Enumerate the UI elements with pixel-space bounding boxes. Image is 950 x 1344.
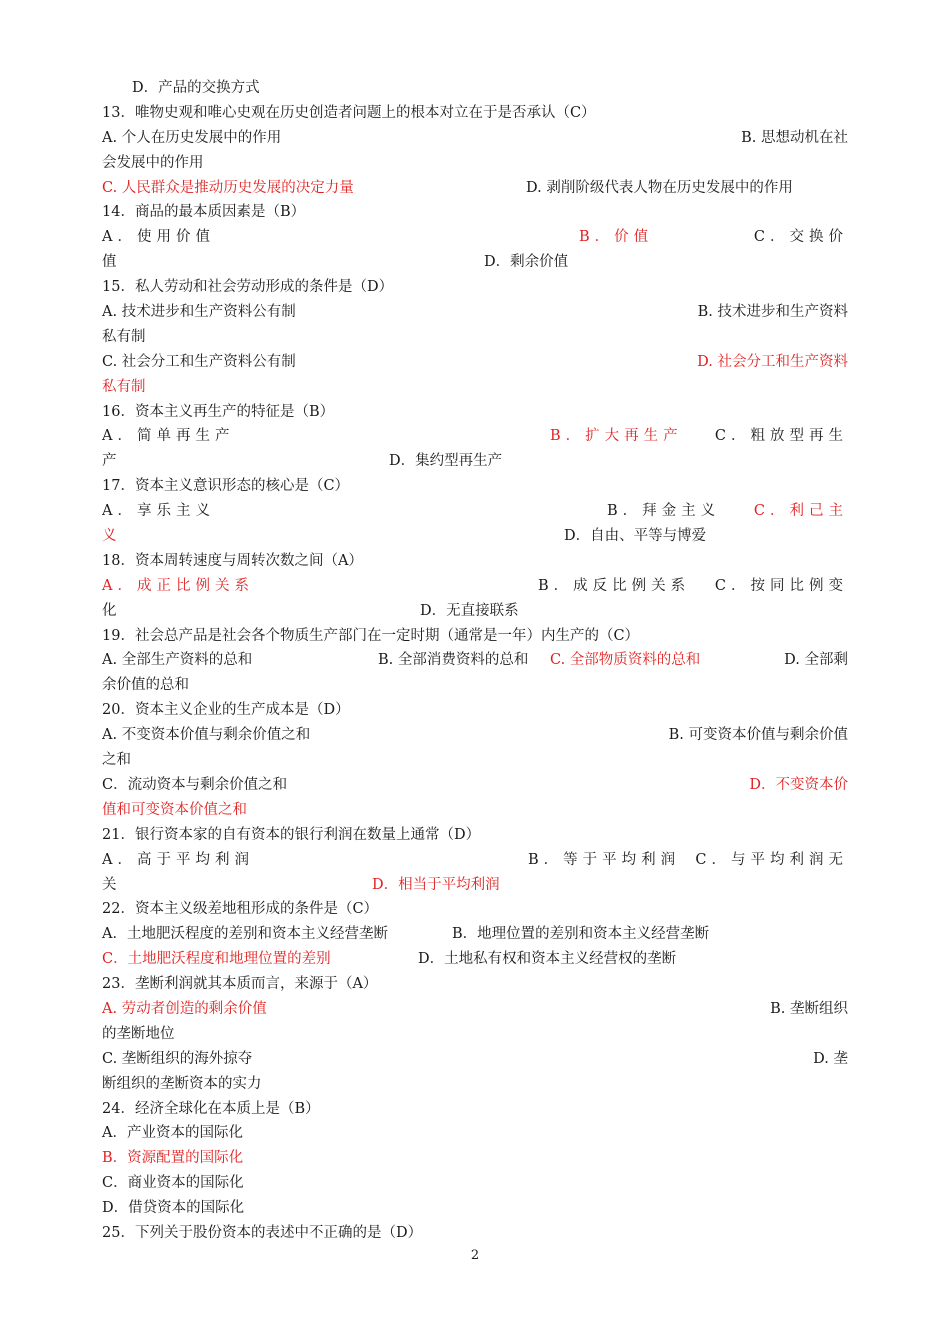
- options-line: [102, 922, 848, 947]
- options-line: [102, 673, 848, 698]
- question-text: 22．资本主义级差地租形成的条件是（C）: [102, 901, 379, 918]
- text-line: [102, 76, 848, 101]
- option-text: 值: [102, 254, 117, 271]
- option-text: C．流动资本与剩余价值之和: [102, 776, 288, 793]
- correct-answer-text: B．资源配置的国际化: [102, 1150, 244, 1167]
- options-line: [102, 449, 848, 474]
- options-line: [102, 300, 848, 325]
- option-text: A．使用价值: [102, 229, 215, 246]
- question-line: [102, 400, 848, 425]
- question-line: [102, 101, 848, 126]
- option-text: A．土地肥沃程度的差别和资本主义经营垄断: [102, 926, 388, 943]
- option-text: 化: [102, 602, 117, 619]
- correct-answer-text: C. 全部物质资料的总和: [550, 652, 701, 669]
- options-line: [102, 599, 848, 624]
- option-text: B．等于平均利润: [528, 851, 681, 868]
- option-text: B. 可变资本价值与剩余价值: [668, 727, 848, 744]
- question-text: 25．下列关于股份资本的表述中不正确的是（D）: [102, 1224, 423, 1241]
- correct-answer-text: C．利己主: [753, 503, 848, 520]
- question-text: 13．唯物史观和唯心史观在历史创造者问题上的根本对立在于是否承认（C）: [102, 104, 596, 121]
- option-text: C．商业资本的国际化: [102, 1175, 244, 1192]
- option-text: 关: [102, 876, 117, 893]
- option-text: A．产业资本的国际化: [102, 1125, 243, 1142]
- options-line: [102, 1171, 848, 1196]
- question-line: [102, 549, 848, 574]
- options-line: [102, 375, 848, 400]
- options-line: [102, 947, 848, 972]
- question-line: [102, 823, 848, 848]
- question-line: [102, 474, 848, 499]
- option-text: D．借贷资本的国际化: [102, 1200, 245, 1217]
- option-text: D．产品的交换方式: [132, 80, 260, 96]
- options-line: [102, 524, 848, 549]
- option-text: B. 全部消费资料的总和: [378, 652, 529, 669]
- option-text: D. 垄: [813, 1050, 848, 1067]
- option-text: A. 技术进步和生产资料公有制: [102, 304, 296, 321]
- options-line: [102, 748, 848, 773]
- option-text: B．成反比例关系: [538, 577, 691, 594]
- question-line: [102, 1221, 848, 1246]
- question-text: 15．私人劳动和社会劳动形成的条件是（D）: [102, 279, 394, 296]
- option-text: C．交换价: [753, 229, 848, 246]
- option-text: B. 垄断组织: [770, 1000, 848, 1017]
- options-line: [102, 798, 848, 823]
- options-line: [102, 723, 848, 748]
- question-text: 16．资本主义再生产的特征是（B）: [102, 403, 335, 420]
- options-line: [102, 1121, 848, 1146]
- question-line: [102, 897, 848, 922]
- correct-answer-text: B．价值: [579, 229, 654, 246]
- options-line: [102, 648, 848, 673]
- option-text: C. 社会分工和生产资料公有制: [102, 353, 296, 370]
- option-text: A．简单再生产: [102, 428, 235, 445]
- options-line: [102, 773, 848, 798]
- option-text: A．高于平均利润: [102, 851, 254, 868]
- options-line: [102, 424, 848, 449]
- correct-answer-text: C. 人民群众是推动历史发展的决定力量: [102, 179, 354, 196]
- correct-answer-text: 义: [102, 528, 117, 545]
- correct-answer-text: 值和可变资本价值之和: [102, 801, 247, 818]
- option-text: C. 垄断组织的海外掠夺: [102, 1050, 253, 1067]
- option-text: D．剩余价值: [484, 254, 569, 271]
- correct-answer-text: C．土地肥沃程度和地理位置的差别: [102, 951, 331, 968]
- option-text: A. 不变资本价值与剩余价值之和: [102, 727, 311, 744]
- options-line: [102, 126, 848, 151]
- options-line: [102, 574, 848, 599]
- question-text: 19．社会总产品是社会各个物质生产部门在一定时期（通常是一年）内生产的（C）: [102, 627, 640, 644]
- question-text: 20．资本主义企业的生产成本是（D）: [102, 702, 350, 719]
- options-line: [102, 1146, 848, 1171]
- question-text: 17．资本主义意识形态的核心是（C）: [102, 478, 350, 495]
- option-text: B．地理位置的差别和资本主义经营垄断: [452, 926, 710, 943]
- correct-answer-text: D．相当于平均利润: [372, 876, 500, 893]
- options-line: [102, 1072, 848, 1097]
- correct-answer-text: 私有制: [102, 378, 146, 395]
- option-text: D．无直接联系: [420, 602, 519, 619]
- question-line: [102, 200, 848, 225]
- option-text: B. 思想动机在社: [741, 129, 848, 146]
- question-line: [102, 275, 848, 300]
- question-text: 14．商品的最本质因素是（B）: [102, 204, 306, 221]
- option-text: A．享乐主义: [102, 503, 215, 520]
- option-text: B．拜金主义: [607, 503, 721, 520]
- options-line: [102, 997, 848, 1022]
- question-line: [102, 972, 848, 997]
- options-line: [102, 325, 848, 350]
- options-line: [102, 250, 848, 275]
- option-text: D．集约型再生产: [389, 453, 503, 470]
- question-line: [102, 1097, 848, 1122]
- option-text: 的垄断地位: [102, 1025, 175, 1042]
- question-text: 18．资本周转速度与周转次数之间（A）: [102, 552, 363, 569]
- options-line: [102, 873, 848, 898]
- correct-answer-text: B．扩大再生产: [550, 428, 683, 445]
- question-line: [102, 698, 848, 723]
- options-line: [102, 350, 848, 375]
- correct-answer-text: A. 劳动者创造的剩余价值: [102, 1000, 267, 1017]
- correct-answer-text: D. 社会分工和生产资料: [697, 353, 848, 370]
- page-number: 2: [470, 1248, 480, 1263]
- option-text: C．按同比例变: [714, 577, 848, 594]
- option-text: C．与平均利润无: [695, 851, 848, 868]
- options-line: [102, 151, 848, 176]
- question-line: [102, 624, 848, 649]
- question-text: 24．经济全球化在本质上是（B）: [102, 1100, 320, 1117]
- question-text: 23．垄断利润就其本质而言，来源于（A）: [102, 976, 378, 993]
- option-text: D. 全部剩: [784, 652, 848, 669]
- option-text: 会发展中的作用: [102, 154, 204, 171]
- correct-answer-text: D．不变资本价: [749, 776, 848, 793]
- options-line: [102, 1022, 848, 1047]
- correct-answer-text: A．成正比例关系: [102, 577, 254, 594]
- option-text: D．自由、平等与博爱: [564, 528, 707, 545]
- options-line: [102, 225, 848, 250]
- options-line: [102, 848, 848, 873]
- option-text: 余价值的总和: [102, 677, 189, 694]
- option-text: 私有制: [102, 328, 146, 345]
- options-line: [102, 1047, 848, 1072]
- option-text: A. 个人在历史发展中的作用: [102, 129, 282, 146]
- option-text: B. 技术进步和生产资料: [697, 304, 848, 321]
- option-text: 之和: [102, 752, 131, 769]
- document-page: [102, 76, 848, 1246]
- option-text: D．土地私有权和资本主义经营权的垄断: [418, 951, 677, 968]
- option-text: D. 剥削阶级代表人物在历史发展中的作用: [526, 179, 793, 196]
- option-text: 断组织的垄断资本的实力: [102, 1075, 262, 1092]
- option-text: C．粗放型再生: [714, 428, 848, 445]
- question-text: 21．银行资本家的自有资本的银行利润在数量上通常（D）: [102, 826, 481, 843]
- options-line: [102, 176, 848, 201]
- options-line: [102, 1196, 848, 1221]
- option-text: A. 全部生产资料的总和: [102, 652, 253, 669]
- options-line: [102, 499, 848, 524]
- option-text: 产: [102, 453, 117, 470]
